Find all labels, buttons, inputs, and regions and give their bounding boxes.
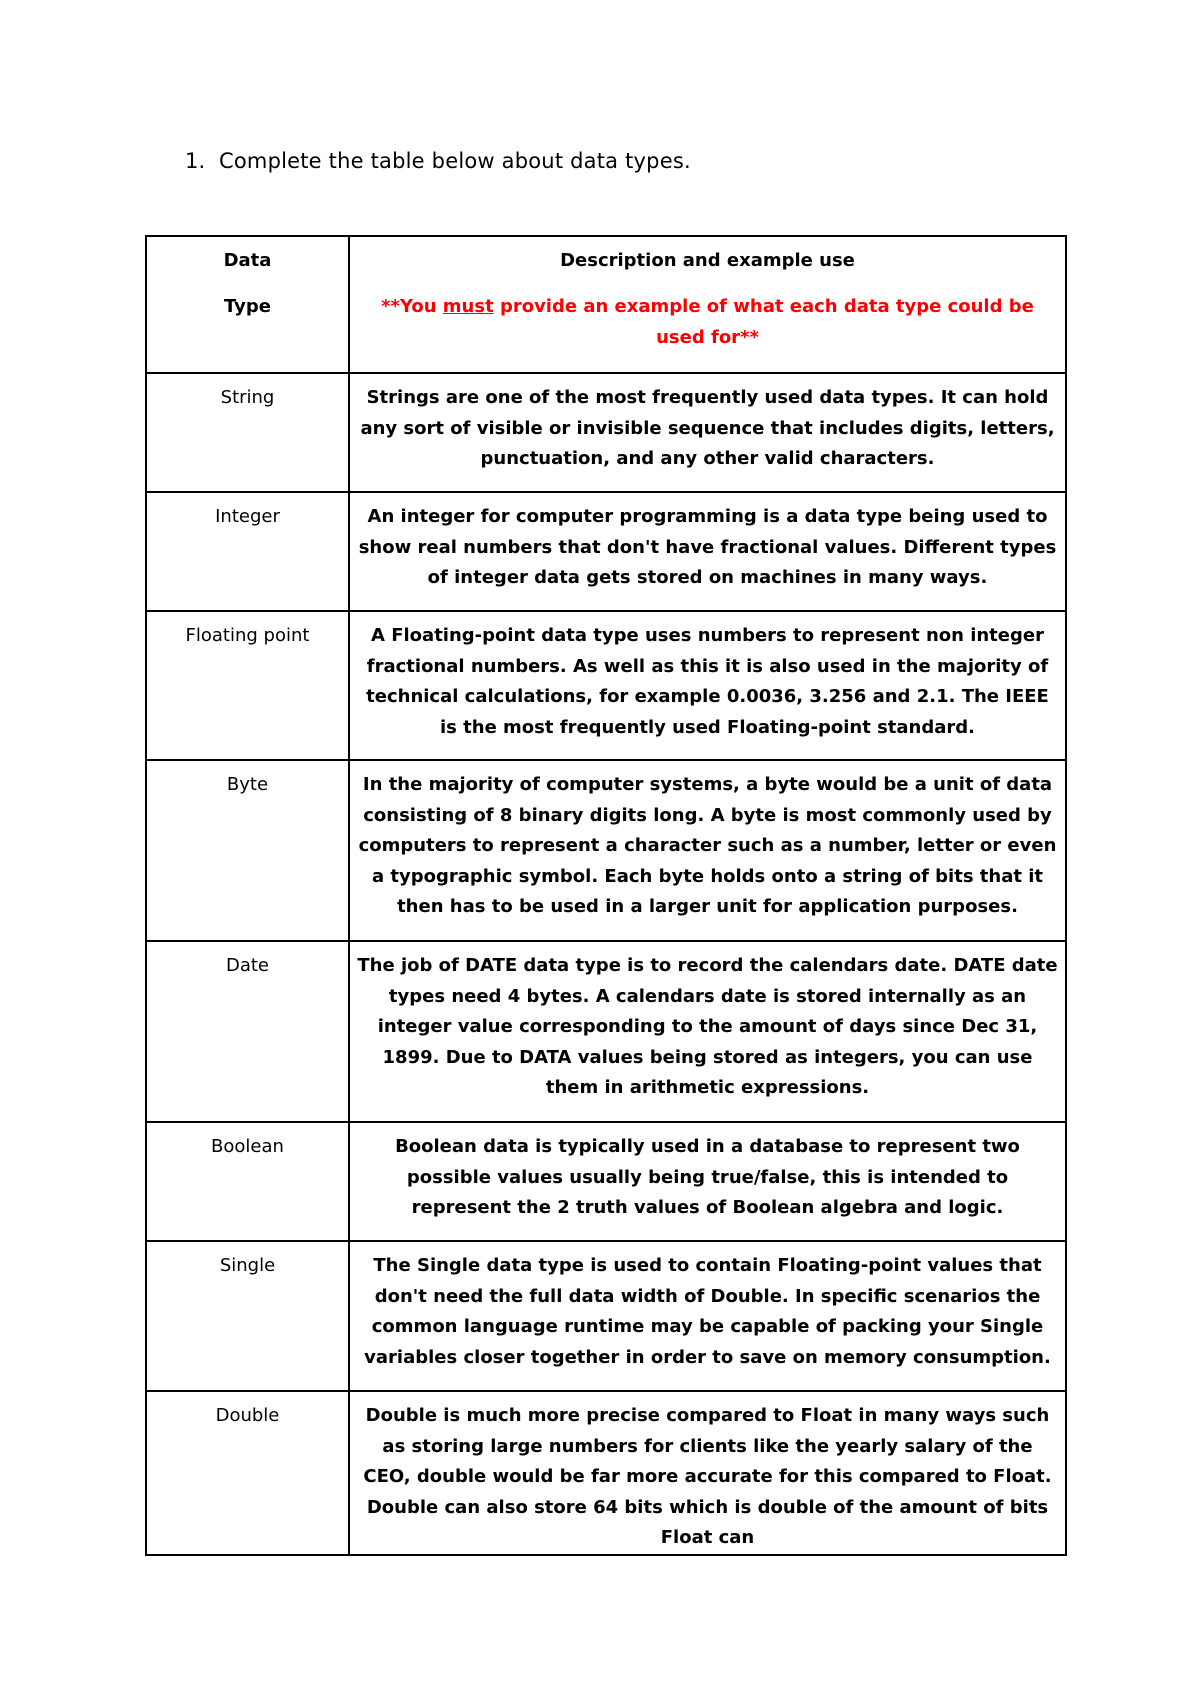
header-type-line1: Data bbox=[223, 250, 272, 271]
note-after: provide an example of what each data type could be used for** bbox=[493, 296, 1034, 348]
type-cell: Byte bbox=[146, 760, 349, 941]
header-instruction-note bbox=[356, 292, 1059, 353]
data-types-table bbox=[145, 235, 1067, 1556]
table-row bbox=[146, 492, 1066, 611]
question-text: Complete the table below about data types. bbox=[219, 149, 691, 173]
table-row bbox=[146, 373, 1066, 492]
header-type-line2: Type bbox=[224, 296, 271, 317]
type-cell: Integer bbox=[146, 492, 349, 611]
type-cell: Single bbox=[146, 1241, 349, 1391]
question-number: 1. bbox=[185, 149, 206, 173]
table-row bbox=[146, 611, 1066, 760]
description-cell: Boolean data is typically used in a database to represent two possible values usually being true/false, this is intended to represent the 2 truth values of Boolean algebra and logic. bbox=[349, 1122, 1066, 1241]
header-type-cell bbox=[146, 236, 349, 373]
description-cell: The job of DATE data type is to record the calendars date. DATE date types need 4 bytes. A calendars date is stored internally as an integer value corresponding to the amount of days since Dec 31, 1899. Due to DATA values being stored as integers, you can use them in arithmetic expressions. bbox=[349, 941, 1066, 1122]
description-cell: Double is much more precise compared to Float in many ways such as storing large numbers for clients like the yearly salary of the CEO, double would be far more accurate for this compared to Float. Double can also store 64 bits which is double of the amount of bits Float can bbox=[349, 1391, 1066, 1555]
table-row bbox=[146, 1391, 1066, 1555]
table-row bbox=[146, 941, 1066, 1122]
description-cell: A Floating-point data type uses numbers to represent non integer fractional numbers. As well as this it is also used in the majority of technical calculations, for example 0.0036, 3.256 and 2.1. The IEEE is the most frequently used Floating-point standard. bbox=[349, 611, 1066, 760]
type-cell: Boolean bbox=[146, 1122, 349, 1241]
description-cell: In the majority of computer systems, a byte would be a unit of data consisting of 8 binary digits long. A byte is most commonly used by computers to represent a character such as a number, letter or even a typographic symbol. Each byte holds onto a string of bits that it then has to be used in a larger unit for application purposes. bbox=[349, 760, 1066, 941]
note-before: **You bbox=[381, 296, 443, 317]
table-header-row bbox=[146, 236, 1066, 373]
table-row bbox=[146, 1241, 1066, 1391]
type-cell: Double bbox=[146, 1391, 349, 1555]
type-cell: Floating point bbox=[146, 611, 349, 760]
note-emphasis: must bbox=[442, 296, 494, 317]
table-row bbox=[146, 1122, 1066, 1241]
type-cell: String bbox=[146, 373, 349, 492]
question-prompt bbox=[185, 146, 691, 176]
description-cell: An integer for computer programming is a data type being used to show real numbers that don't have fractional values. Different types of integer data gets stored on machines in many ways. bbox=[349, 492, 1066, 611]
description-cell: Strings are one of the most frequently used data types. It can hold any sort of visible or invisible sequence that includes digits, letters, punctuation, and any other valid characters. bbox=[349, 373, 1066, 492]
header-description-cell bbox=[349, 236, 1066, 373]
header-description-title: Description and example use bbox=[560, 250, 855, 271]
description-cell: The Single data type is used to contain Floating-point values that don't need the full data width of Double. In specific scenarios the common language runtime may be capable of packing your Single variables closer together in order to save on memory consumption. bbox=[349, 1241, 1066, 1391]
table-row bbox=[146, 760, 1066, 941]
type-cell: Date bbox=[146, 941, 349, 1122]
